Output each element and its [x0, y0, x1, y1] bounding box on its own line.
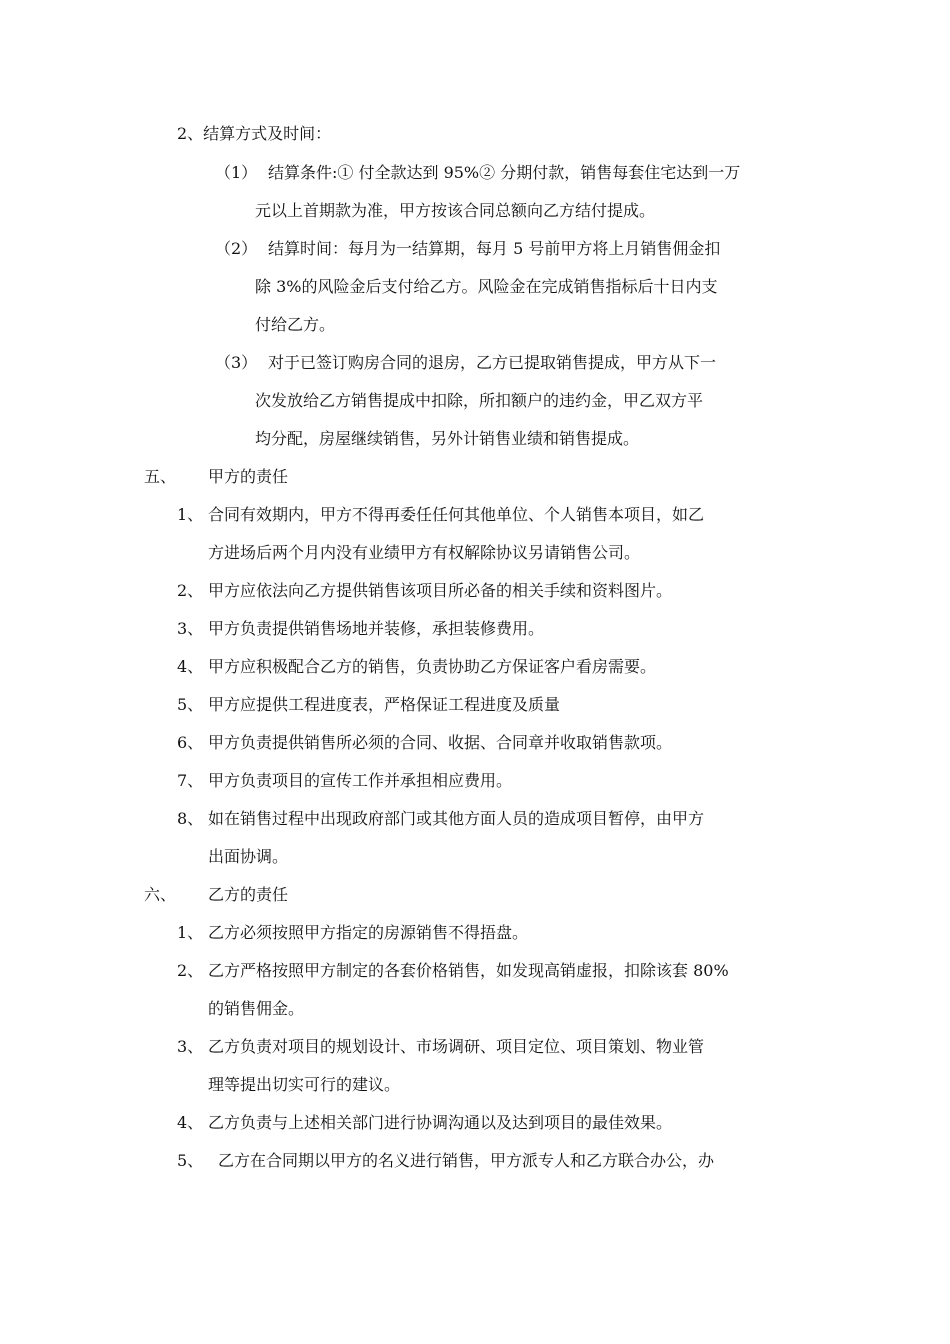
section-6-title: 乙方的责任 [208, 885, 289, 904]
settlement-item-2-line-1: 结算时间：每月为一结算期，每月 5 号前甲方将上月销售佣金扣 [268, 239, 721, 258]
settlement-item-2-line-2: 除 3%的风险金后支付给乙方。风险金在完成销售指标后十日内支 [255, 277, 718, 296]
section-5-item-7-marker: 7、 [177, 771, 204, 790]
section-5-title: 甲方的责任 [208, 467, 289, 486]
section-5-item-7-line-1: 甲方负责项目的宣传工作并承担相应费用。 [208, 771, 513, 790]
settlement-item-3-line-3: 均分配，房屋继续销售，另外计销售业绩和销售提成。 [255, 429, 640, 448]
section-5-item-3-line-1: 甲方负责提供销售场地并装修，承担装修费用。 [208, 619, 545, 638]
section-5-item-6-line-1: 甲方负责提供销售所必须的合同、收据、合同章并收取销售款项。 [208, 733, 673, 752]
section-6-item-2-marker: 2、 [177, 961, 204, 980]
settlement-item-2-marker: （2） [215, 239, 258, 258]
settlement-item-3-line-1: 对于已签订购房合同的退房，乙方已提取销售提成，甲方从下一 [268, 353, 717, 372]
section-6-item-4-line-1: 乙方负责与上述相关部门进行协调沟通以及达到项目的最佳效果。 [208, 1113, 673, 1132]
section-5-item-1-line-1: 合同有效期内，甲方不得再委任任何其他单位、个人销售本项目，如乙 [208, 505, 705, 524]
section-5-item-4-marker: 4、 [177, 657, 204, 676]
section-5-item-4-line-1: 甲方应积极配合乙方的销售，负责协助乙方保证客户看房需要。 [208, 657, 657, 676]
section-5-number: 五、 [144, 467, 177, 486]
section-5-item-2-marker: 2、 [177, 581, 204, 600]
settlement-item-3-line-2: 次发放给乙方销售提成中扣除，所扣额户的违约金，甲乙双方平 [255, 391, 704, 410]
settlement-item-3-marker: （3） [215, 353, 258, 372]
section-6-item-1-line-1: 乙方必须按照甲方指定的房源销售不得捂盘。 [208, 923, 529, 942]
section-5-item-8-line-1: 如在销售过程中出现政府部门或其他方面人员的造成项目暂停，由甲方 [208, 809, 705, 828]
section-6-item-1-marker: 1、 [177, 923, 204, 942]
section-5-item-1-line-2: 方进场后两个月内没有业绩甲方有权解除协议另请销售公司。 [208, 543, 641, 562]
section-5-item-5-marker: 5、 [177, 695, 204, 714]
section-5-item-5-line-1: 甲方应提供工程进度表，严格保证工程进度及质量 [208, 695, 561, 714]
section-6-item-3-line-2: 理等提出切实可行的建议。 [208, 1075, 401, 1094]
section-5-item-8-marker: 8、 [177, 809, 204, 828]
settlement-item-1-marker: （1） [215, 163, 258, 182]
section-5-item-1-marker: 1、 [177, 505, 204, 524]
section-6-item-5-line-1: 乙方在合同期以甲方的名义进行销售，甲方派专人和乙方联合办公，办 [218, 1151, 715, 1170]
settlement-item-1-line-2: 元以上首期款为准，甲方按该合同总额向乙方结付提成。 [255, 201, 656, 220]
settlement-heading: 2、结算方式及时间： [177, 124, 332, 143]
section-6-item-5-marker: 5、 [177, 1151, 204, 1170]
section-6-item-2-line-1: 乙方严格按照甲方制定的各套价格销售，如发现高销虚报，扣除该套 80% [208, 961, 729, 980]
section-5-item-3-marker: 3、 [177, 619, 204, 638]
settlement-item-2-line-3: 付给乙方。 [255, 315, 336, 334]
section-6-item-3-line-1: 乙方负责对项目的规划设计、市场调研、项目定位、项目策划、物业管 [208, 1037, 705, 1056]
section-6-number: 六、 [144, 885, 177, 904]
section-5-item-2-line-1: 甲方应依法向乙方提供销售该项目所必备的相关手续和资料图片。 [208, 581, 673, 600]
section-6-item-4-marker: 4、 [177, 1113, 204, 1132]
settlement-item-1-line-1: 结算条件:① 付全款达到 95%② 分期付款，销售每套住宅达到一万 [268, 163, 741, 182]
section-6-item-3-marker: 3、 [177, 1037, 204, 1056]
section-5-item-8-line-2: 出面协调。 [208, 847, 289, 866]
section-5-item-6-marker: 6、 [177, 733, 204, 752]
section-6-item-2-line-2: 的销售佣金。 [208, 999, 305, 1018]
